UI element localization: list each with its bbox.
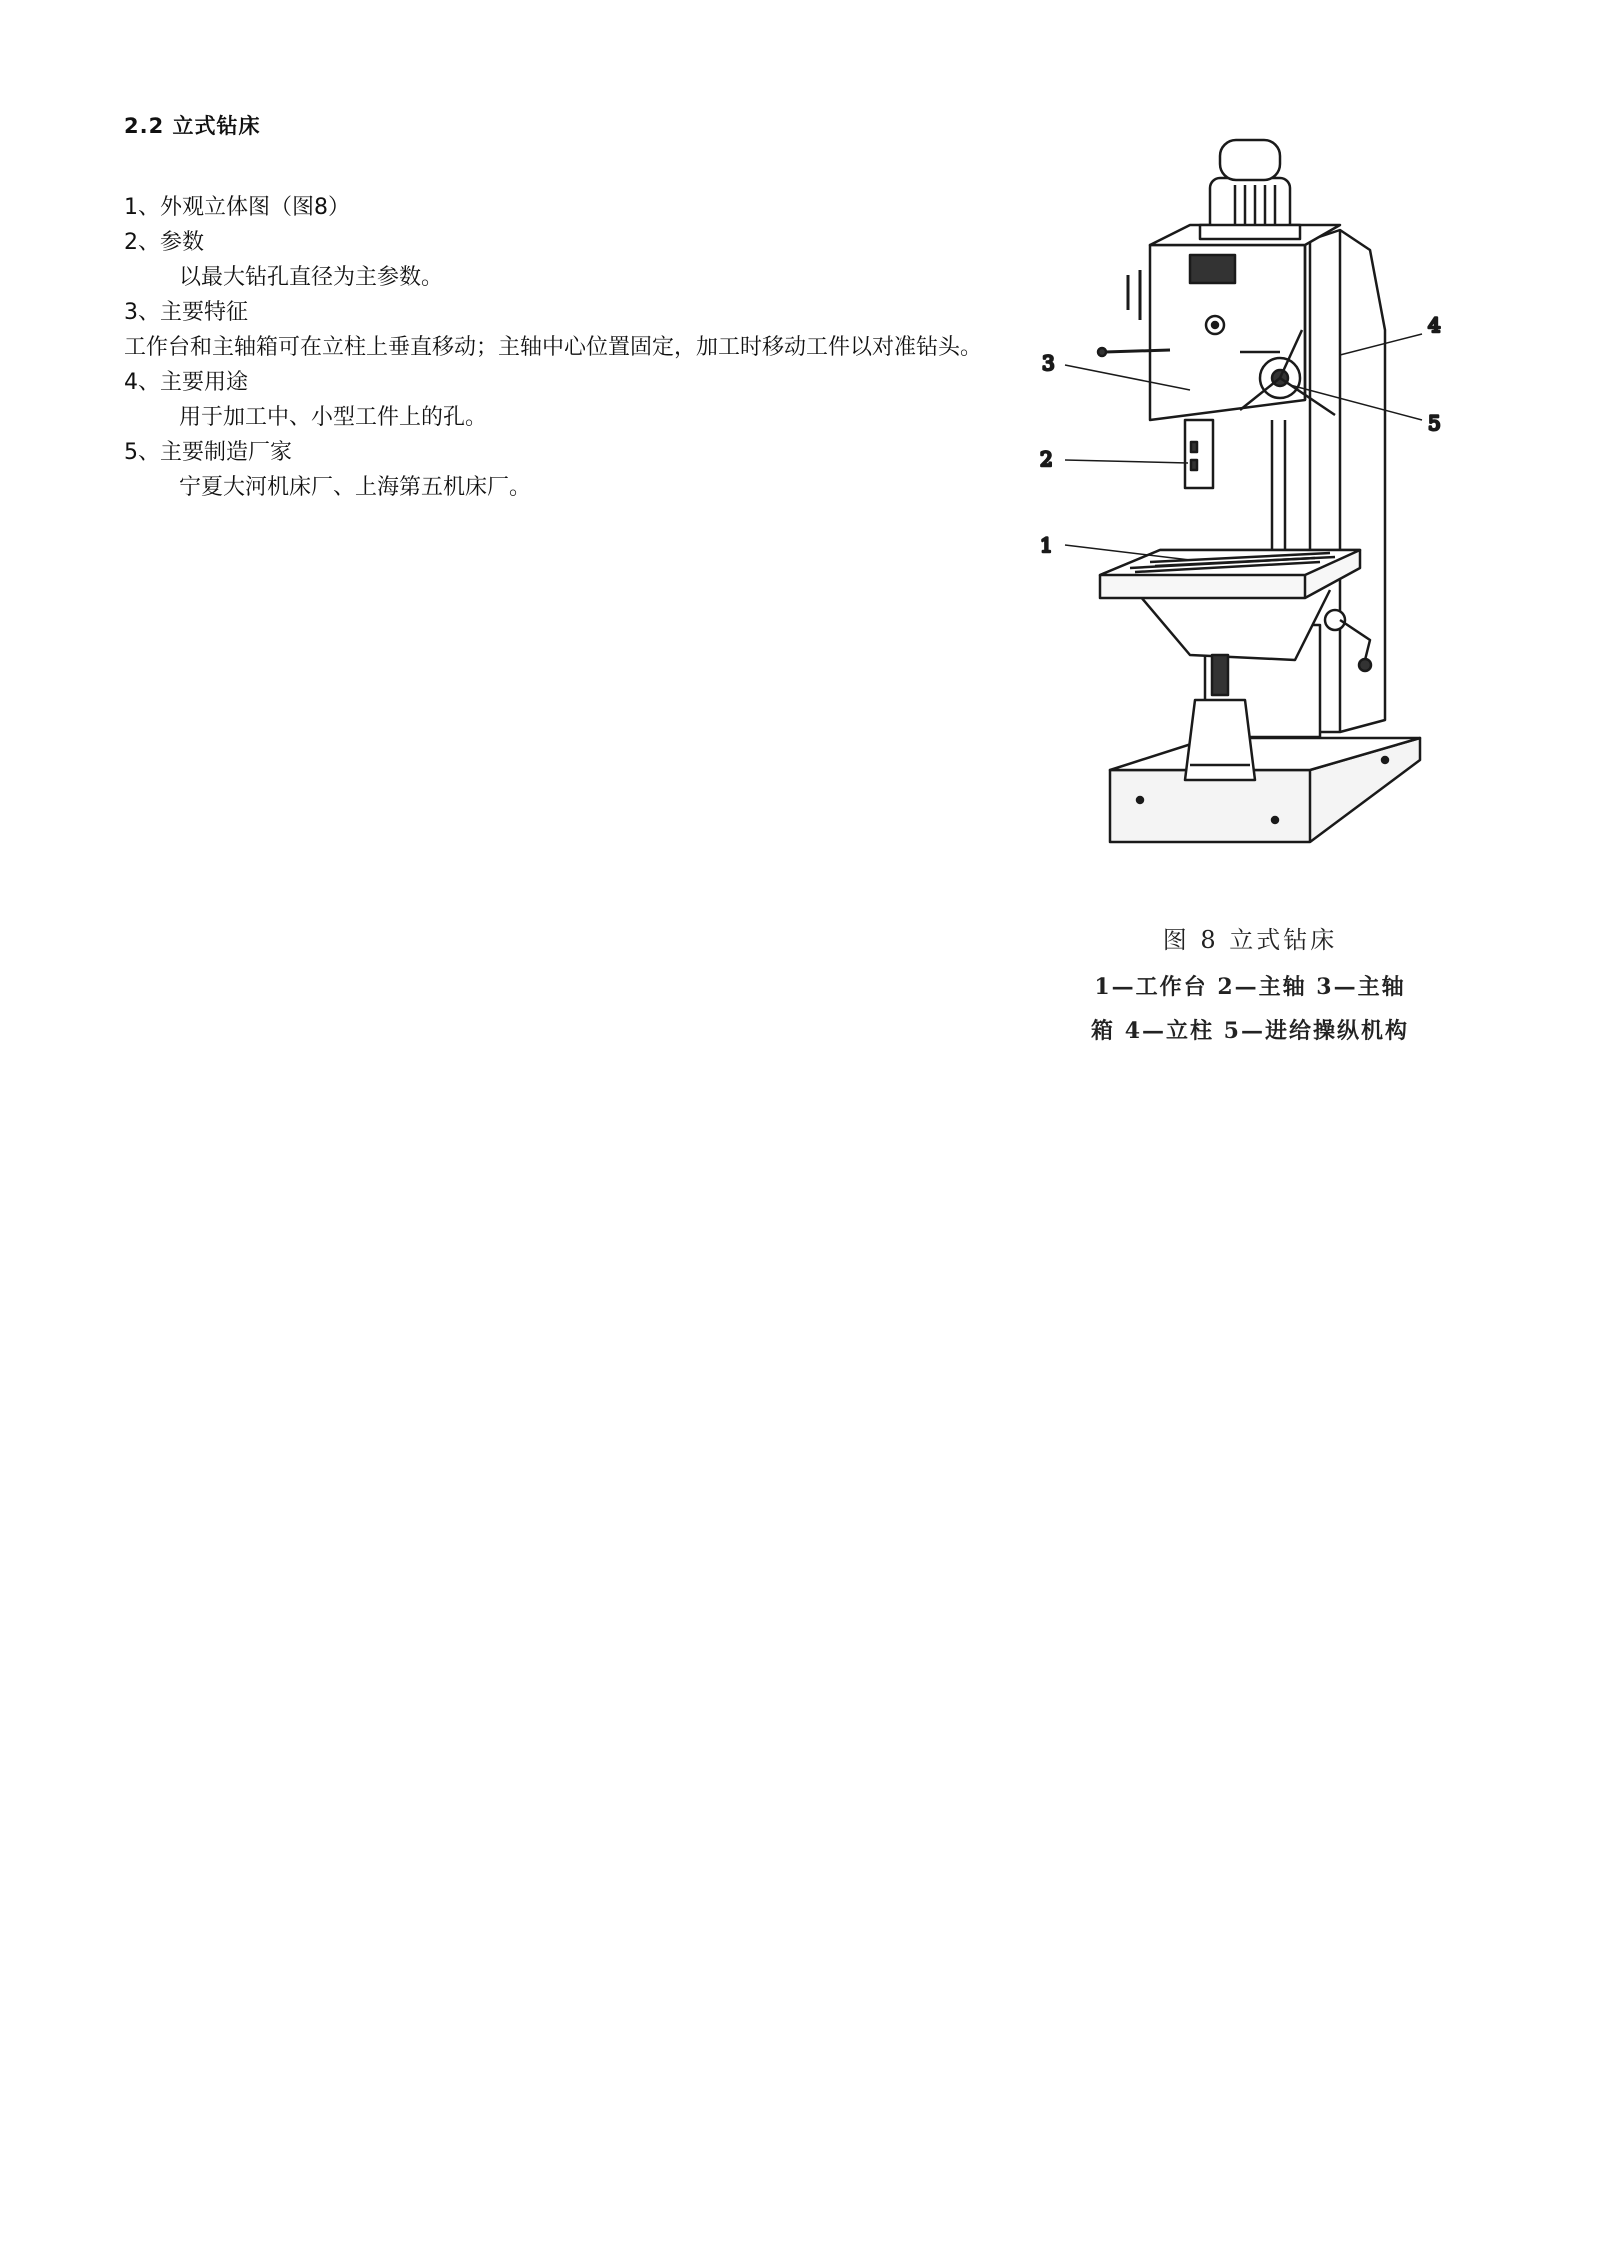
figure-caption-title: 图 8 立式钻床 (1162, 926, 1338, 954)
callout-4: 4 (1428, 313, 1441, 337)
item-5-body: 宁夏大河机床厂、上海第五机床厂。 (179, 475, 532, 500)
callout-1: 1 (1040, 533, 1053, 557)
section-title: 2.2 立式钻床 (124, 114, 261, 138)
motor-shape (1200, 140, 1300, 239)
figure-legend-line1: 1—工作台 2—主轴 3—主轴 (1094, 974, 1406, 1000)
spindle-shape (1185, 420, 1213, 488)
item-4-heading: 4、主要用途 (124, 370, 248, 395)
item-3-heading: 3、主要特征 (124, 300, 248, 325)
item-4-body: 用于加工中、小型工件上的孔。 (179, 405, 488, 430)
item-2-body: 以最大钻孔直径为主参数。 (179, 265, 444, 290)
item-3-body: 工作台和主轴箱可在立柱上垂直移动；主轴中心位置固定，加工时移动工件以对准钻头。 (124, 335, 983, 360)
callout-2: 2 (1040, 447, 1053, 471)
item-2-heading: 2、参数 (124, 230, 204, 255)
headstock-shape (1098, 225, 1340, 420)
content-text (124, 190, 1024, 505)
drill-press-drawing-icon (1040, 120, 1460, 880)
figure-8 (1040, 120, 1460, 1060)
figure-legend-line2: 箱 4—立柱 5—进给操纵机构 (1091, 1018, 1409, 1044)
callout-5: 5 (1428, 411, 1441, 435)
callout-3: 3 (1042, 351, 1055, 375)
item-1-heading: 1、外观立体图（图8） (124, 195, 350, 220)
item-5-heading: 5、主要制造厂家 (124, 440, 292, 465)
base-shape (1110, 738, 1420, 842)
